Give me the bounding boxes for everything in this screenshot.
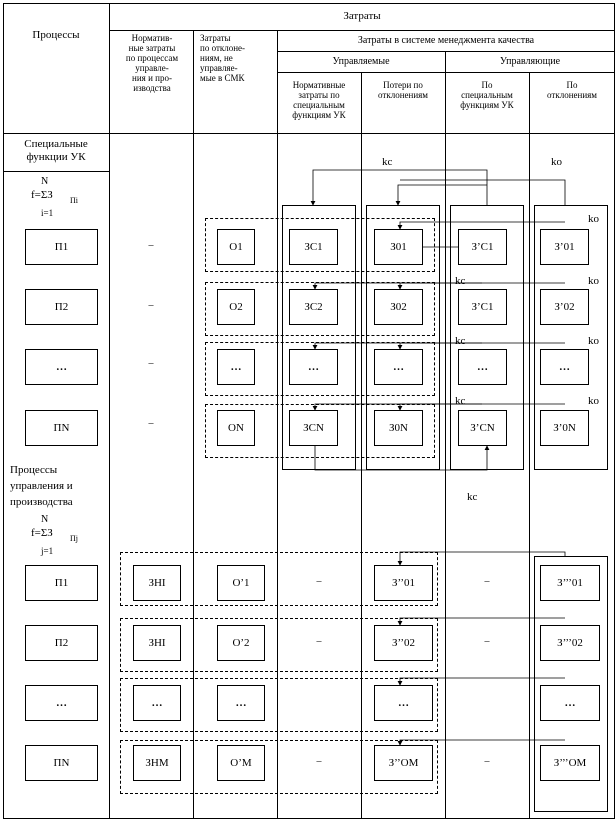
zn-box: … bbox=[133, 685, 181, 721]
process-box: П1 bbox=[25, 229, 98, 265]
header-normative-process: Норматив- ные затраты по процессам управле- ния и про- изводства bbox=[125, 33, 179, 93]
zo2-box: … bbox=[540, 349, 589, 385]
o-box: … bbox=[217, 349, 255, 385]
o-box: О1 bbox=[217, 229, 255, 265]
kc-label: kc bbox=[467, 491, 478, 503]
zc2-box: … bbox=[458, 349, 507, 385]
zo-box: … bbox=[374, 685, 433, 721]
section1-formula-main: f=ΣЗ bbox=[31, 189, 53, 201]
ko-label: ko bbox=[551, 156, 562, 168]
zo-box: … bbox=[374, 349, 423, 385]
header-managed: Управляемые bbox=[332, 56, 390, 67]
dash-cell: – bbox=[148, 418, 154, 429]
zn-box: ЗHI bbox=[133, 565, 181, 601]
section2-label: Процессы управления и производства bbox=[10, 464, 73, 508]
section1-separator bbox=[3, 171, 109, 172]
dash-cell: – bbox=[484, 576, 490, 587]
o-box: … bbox=[217, 685, 265, 721]
header-by-deviation: По отклонениям bbox=[547, 80, 597, 100]
zo-box: З’’02 bbox=[374, 625, 433, 661]
grid-line bbox=[445, 51, 446, 819]
dash-cell: – bbox=[484, 756, 490, 767]
section2-formula-sub: Пj bbox=[70, 534, 78, 543]
zo-box: З01 bbox=[374, 229, 423, 265]
section1-label: Специальные функции УК bbox=[24, 138, 88, 163]
kc-label: kc bbox=[455, 395, 466, 407]
dash-cell: – bbox=[148, 358, 154, 369]
zc2-box: З’C1 bbox=[458, 229, 507, 265]
grid-line bbox=[277, 51, 615, 52]
zo3-box: З’’’01 bbox=[540, 565, 600, 601]
zc-box: ЗC1 bbox=[289, 229, 338, 265]
dash-cell: – bbox=[148, 300, 154, 311]
zo-box: З’’OM bbox=[374, 745, 433, 781]
kc-label: kc bbox=[382, 156, 393, 168]
zn-box: ЗHI bbox=[133, 625, 181, 661]
ko-label: ko bbox=[588, 335, 599, 347]
kc-label: kc bbox=[455, 275, 466, 287]
zo-box: З02 bbox=[374, 289, 423, 325]
dash-cell: – bbox=[484, 636, 490, 647]
o-box: О’1 bbox=[217, 565, 265, 601]
process-box: П2 bbox=[25, 289, 98, 325]
kc-label: kc bbox=[455, 335, 466, 347]
header-normative-special: Нормативные затраты по специальным функциям УК bbox=[292, 80, 346, 120]
zc-box: … bbox=[289, 349, 338, 385]
dash-cell: – bbox=[316, 636, 322, 647]
header-by-special: По специальным функциям УК bbox=[460, 80, 514, 110]
section2-formula-j: j=1 bbox=[41, 546, 54, 556]
header-qms-costs: Затраты в системе менеджмента качества bbox=[357, 35, 535, 46]
zo3-box: З’’’02 bbox=[540, 625, 600, 661]
grid-line bbox=[529, 72, 530, 819]
ko-label: ko bbox=[588, 395, 599, 407]
zc-box: ЗC2 bbox=[289, 289, 338, 325]
section2-formula-main: f=ΣЗ bbox=[31, 527, 53, 539]
ko-label: ko bbox=[588, 275, 599, 287]
process-box: П1 bbox=[25, 565, 98, 601]
zo2-box: З’01 bbox=[540, 229, 589, 265]
grid-line bbox=[109, 30, 615, 31]
header-managing: Управляющие bbox=[499, 56, 561, 67]
zo2-box: З’02 bbox=[540, 289, 589, 325]
zc2-box: З’C1 bbox=[458, 289, 507, 325]
zo-box: З0N bbox=[374, 410, 423, 446]
o-box: ОN bbox=[217, 410, 255, 446]
section1-formula-sub: Пi bbox=[70, 196, 78, 205]
zn-box: ЗHM bbox=[133, 745, 181, 781]
dash-cell: – bbox=[316, 576, 322, 587]
o-box: О’2 bbox=[217, 625, 265, 661]
header-deviation-losses: Потери по отклонениям bbox=[378, 80, 428, 100]
grid-line bbox=[3, 133, 615, 134]
section2-formula-n: N bbox=[41, 514, 49, 525]
zo3-box: … bbox=[540, 685, 600, 721]
o-box: О2 bbox=[217, 289, 255, 325]
section1-formula-n: N bbox=[41, 176, 49, 187]
zo-box: З’’01 bbox=[374, 565, 433, 601]
process-box: ПN bbox=[25, 745, 98, 781]
zc-box: ЗCN bbox=[289, 410, 338, 446]
o-box: О’M bbox=[217, 745, 265, 781]
process-box: ПN bbox=[25, 410, 98, 446]
dash-cell: – bbox=[148, 240, 154, 251]
process-box: … bbox=[25, 685, 98, 721]
header-processes: Процессы bbox=[32, 29, 80, 41]
header-deviation-unmanaged: Затраты по отклоне- ниям, не управляе- мые в СМК bbox=[200, 33, 246, 83]
grid-line bbox=[109, 3, 110, 819]
zo2-box: З’0N bbox=[540, 410, 589, 446]
process-box: … bbox=[25, 349, 98, 385]
header-costs: Затраты bbox=[343, 10, 381, 22]
section1-formula-i: i=1 bbox=[41, 208, 54, 218]
zo3-box: З’’’OM bbox=[540, 745, 600, 781]
zc2-box: З’CN bbox=[458, 410, 507, 446]
grid-line bbox=[277, 72, 615, 73]
dash-cell: – bbox=[316, 756, 322, 767]
ko-label: ko bbox=[588, 213, 599, 225]
process-box: П2 bbox=[25, 625, 98, 661]
